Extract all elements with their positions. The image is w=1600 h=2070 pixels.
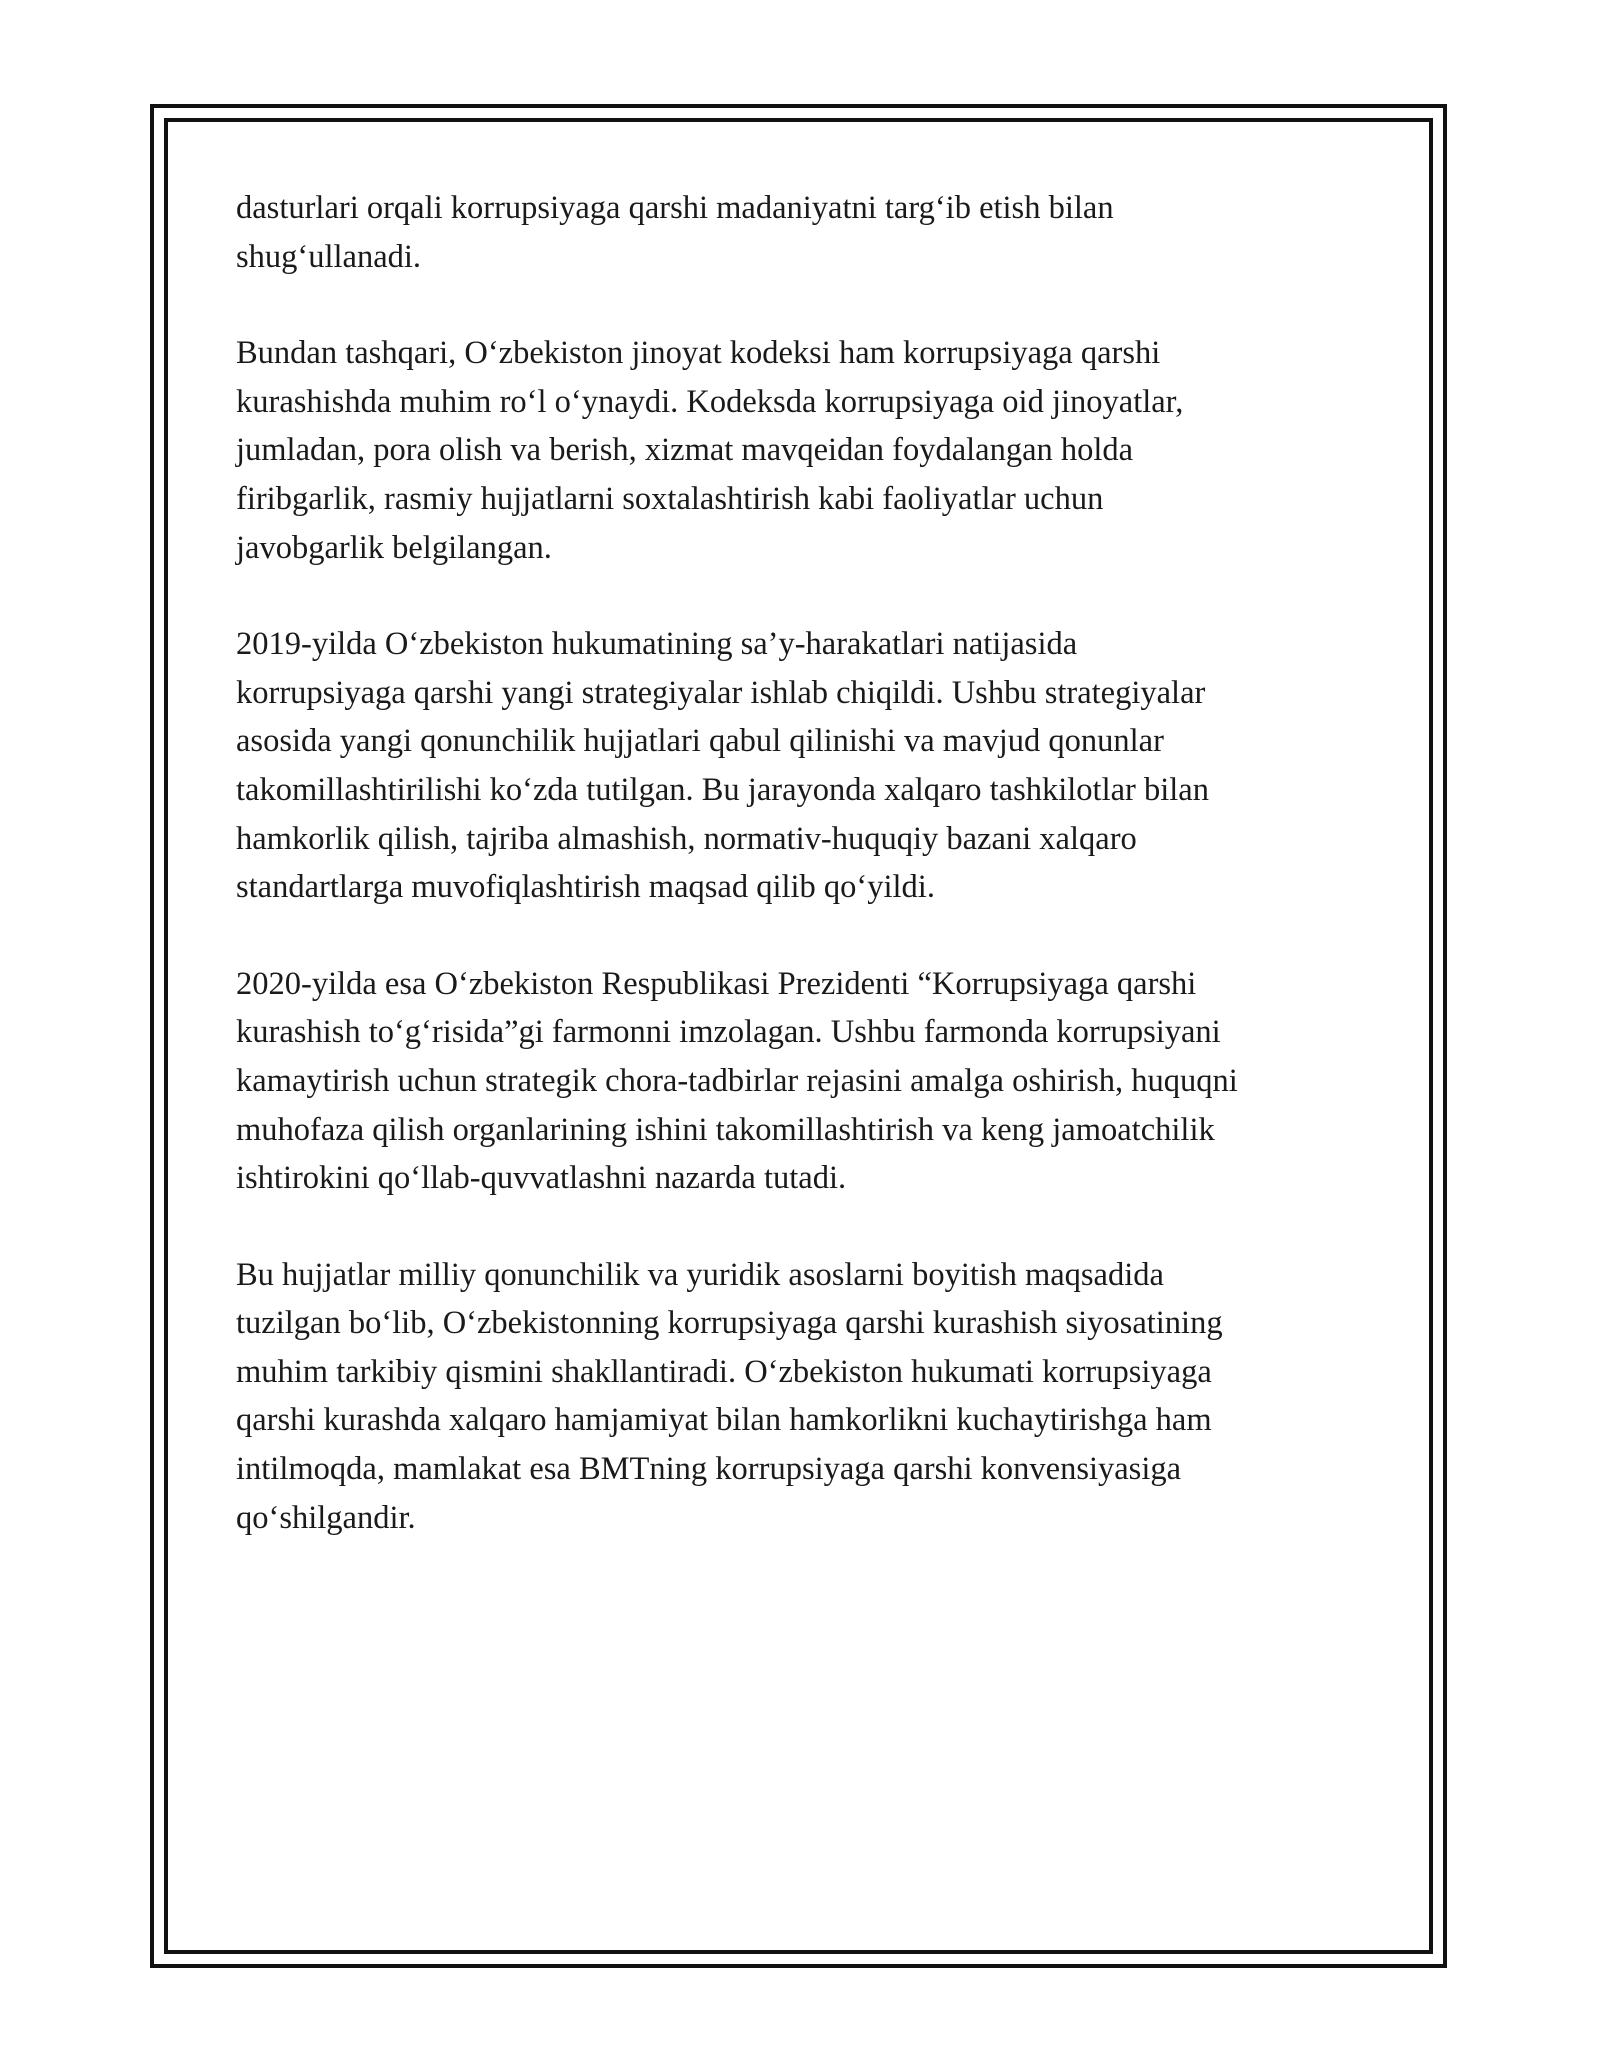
text-line: kurashishda muhim ro‘l o‘ynaydi. Kodeksda korrupsiyaga oid jinoyatlar, xyxy=(236,383,1184,420)
text-line: kurashish to‘g‘risida”gi farmonni imzolagan. Ushbu farmonda korrupsiyani xyxy=(236,1014,1221,1051)
text-line: intilmoqda, mamlakat esa BMTning korrupsiyaga qarshi konvensiyasiga xyxy=(236,1451,1182,1488)
text-line: standartlarga muvofiqlashtirish maqsad qilib qo‘yildi. xyxy=(236,869,935,906)
text-line: Bu hujjatlar milliy qonunchilik va yuridik asoslarni boyitish maqsadida xyxy=(236,1256,1164,1293)
document-body xyxy=(236,184,1386,1590)
text-line: korrupsiyaga qarshi yangi strategiyalar ishlab chiqildi. Ushbu strategiyalar xyxy=(236,674,1206,711)
text-line: qarshi kurashda xalqaro hamjamiyat bilan hamkorlikni kuchaytirishga ham xyxy=(236,1402,1212,1439)
paragraph-5 xyxy=(236,1251,1386,1543)
text-line: firibgarlik, rasmiy hujjatlarni soxtalashtirish kabi faoliyatlar uchun xyxy=(236,480,1104,517)
text-line: hamkorlik qilish, tajriba almashish, normativ-huquqiy bazani xalqaro xyxy=(236,820,1137,857)
text-line: 2019-yilda O‘zbekiston hukumatining sa’y-harakatlari natijasida xyxy=(236,626,1078,663)
paragraph-2 xyxy=(236,329,1386,572)
text-line: ishtirokini qo‘llab-quvvatlashni nazarda tutadi. xyxy=(236,1160,847,1197)
text-line: dasturlari orqali korrupsiyaga qarshi madaniyatni targ‘ib etish bilan xyxy=(236,190,1114,226)
text-line: Bundan tashqari, O‘zbekiston jinoyat kodeksi ham korrupsiyaga qarshi xyxy=(236,335,1161,372)
text-line: 2020-yilda esa O‘zbekiston Respublikasi Prezidenti “Korrupsiyaga qarshi xyxy=(236,965,1197,1002)
text-line: javobgarlik belgilangan. xyxy=(236,529,552,566)
text-line: asosida yangi qonunchilik hujjatlari qabul qilinishi va mavjud qonunlar xyxy=(236,723,1164,760)
text-line: muhofaza qilish organlarining ishini takomillashtirish va keng jamoatchilik xyxy=(236,1111,1215,1148)
text-line: jumladan, pora olish va berish, xizmat mavqeidan foydalangan holda xyxy=(236,432,1134,469)
text-line: muhim tarkibiy qismini shakllantiradi. O‘zbekiston hukumati korrupsiyaga xyxy=(236,1353,1212,1390)
paragraph-1 xyxy=(236,184,1386,281)
text-line: qo‘shilgandir. xyxy=(236,1499,416,1536)
paragraph-3 xyxy=(236,620,1386,912)
paragraph-4 xyxy=(236,960,1386,1203)
text-line: takomillashtirilishi ko‘zda tutilgan. Bu jarayonda xalqaro tashkilotlar bilan xyxy=(236,771,1209,808)
text-line: kamaytirish uchun strategik chora-tadbirlar rejasini amalga oshirish, huquqni xyxy=(236,1062,1238,1099)
text-line: shug‘ullanadi. xyxy=(236,238,422,275)
text-line: tuzilgan bo‘lib, O‘zbekistonning korrupsiyaga qarshi kurashish siyosatining xyxy=(236,1305,1223,1342)
